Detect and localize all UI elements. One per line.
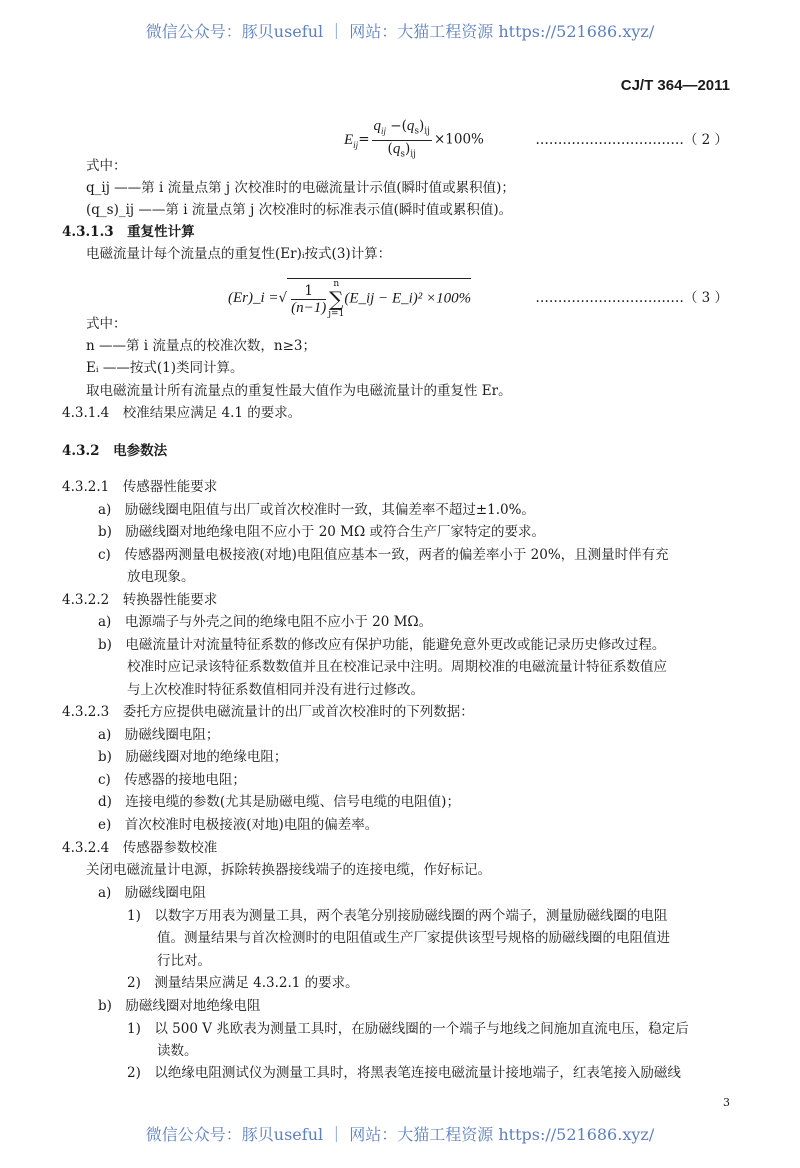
text-line: 4.3.2.1 传感器性能要求 xyxy=(62,479,218,495)
summation: n ∑ j=1 xyxy=(328,279,345,319)
sum-upper: n xyxy=(333,279,340,289)
text-line: 放电现象。 xyxy=(127,569,195,585)
text-line: b) 励磁线圈对地的绝缘电阻； xyxy=(98,749,288,765)
text-line: 4.3.1.3 重复性计算 xyxy=(62,224,195,240)
text-line: d) 连接电缆的参数(尤其是励磁电缆、信号电缆的电阻值)； xyxy=(98,794,460,810)
square-root xyxy=(287,278,471,319)
fraction-denominator: (n−1) xyxy=(291,299,327,316)
text-line: 4.3.1.4 校准结果应满足 4.1 的要求。 xyxy=(62,405,302,421)
text-line: 4.3.2.3 委托方应提供电磁流量计的出厂或首次校准时的下列数据： xyxy=(62,704,474,720)
watermark-bottom: 微信公众号：豚贝useful ｜ 网站：大猫工程资源 https://521686.xyz/ xyxy=(145,1125,655,1144)
watermark-top: 微信公众号：豚贝useful ｜ 网站：大猫工程资源 https://521686.xyz/ xyxy=(145,22,655,41)
text-line: 1) 以数字万用表为测量工具，两个表笔分别接励磁线圈的两个端子，测量励磁线圈的电阻 xyxy=(127,908,668,924)
text-line: b) 励磁线圈对地绝缘电阻 xyxy=(98,998,261,1014)
text-line: 读数。 xyxy=(157,1043,198,1059)
equation-3-lhs: (Er)_i = xyxy=(228,290,279,306)
text-line: e) 首次校准时电极接液(对地)电阻的偏差率。 xyxy=(98,817,379,833)
text-line: Eᵢ ——按式(1)类同计算。 xyxy=(86,360,244,376)
equation-3-fraction xyxy=(291,283,326,316)
text-line: (q_s)_ij ——第 i 流量点第 j 次校准时的标准表示值(瞬时值或累积值)。 xyxy=(86,202,513,218)
text-line: 关闭电磁流量计电源，拆除转换器接线端子的连接电缆，作好标记。 xyxy=(86,862,491,878)
text-line: n ——第 i 流量点的校准次数，n≥3； xyxy=(86,338,316,354)
equation-3: (Er)_i =√ $\frac{1}{(n-1)}$ n ∑ j=1(E_ij − E_i)² ×100% xyxy=(228,279,472,319)
text-line: 2) 以绝缘电阻测试仪为测量工具时，将黑表笔连接电磁流量计接地端子，红表笔接入励磁线 xyxy=(127,1065,681,1081)
text-line: q_ij ——第 i 流量点第 j 次校准时的电磁流量计示值(瞬时值或累积值)； xyxy=(86,180,515,196)
text-line: c) 传感器两测量电极接液(对地)电阻值应基本一致，两者的偏差率小于 20%，且测量时伴有充 xyxy=(98,547,669,563)
standard-code: CJ/T 364—2011 xyxy=(620,77,730,94)
text-line: 行比对。 xyxy=(157,953,211,969)
text-line: b) 励磁线圈对地绝缘电阻不应小于 20 MΩ 或符合生产厂家特定的要求。 xyxy=(98,524,545,540)
text-line: 4.3.2.2 转换器性能要求 xyxy=(62,592,218,608)
text-line: a) 励磁线圈电阻； xyxy=(98,727,220,743)
text-line: 4.3.2 电参数法 xyxy=(62,443,168,459)
equation-2-number: ……………………………（ 2 ） xyxy=(535,132,728,148)
equation-2: $E_{ij}=$ $\frac{q_{ij} -(q_s)_{ij}}{(q_s)_{ij}}$ ×100% xyxy=(344,118,484,160)
text-line: a) 励磁线圈电阻 xyxy=(98,885,206,901)
text-line: 4.3.2.4 传感器参数校准 xyxy=(62,840,218,856)
text-line: 1) 以 500 V 兆欧表为测量工具时，在励磁线圈的一个端子与地线之间施加直流电压，稳定后 xyxy=(127,1021,689,1037)
text-line: 与上次校准时特征系数值相同并没有进行过修改。 xyxy=(127,682,424,698)
text-line: 校准时应记录该特征系数数值并且在校准记录中注明。周期校准的电磁流量计特征系数值应 xyxy=(127,659,667,675)
text-line: 式中： xyxy=(86,316,127,332)
equation-3-body: (E_ij − E_i)² ×100% xyxy=(344,290,472,307)
page-number: 3 xyxy=(723,1096,730,1109)
equation-3-number: ……………………………（ 3 ） xyxy=(535,290,728,306)
text-line: 2) 测量结果应满足 4.3.2.1 的要求。 xyxy=(127,975,359,991)
text-line: 值。测量结果与首次检测时的电阻值或生产厂家提供该型号规格的励磁线圈的电阻值进 xyxy=(157,930,670,946)
text-line: a) 励磁线圈电阻值与出厂或首次校准时一致，其偏差率不超过±1.0%。 xyxy=(98,502,535,518)
text-line: 电磁流量计每个流量点的重复性(Er)ᵢ按式(3)计算： xyxy=(86,246,392,262)
text-line: b) 电磁流量计对流量特征系数的修改应有保护功能，能避免意外更改或能记录历史修改过程。 xyxy=(98,637,666,653)
text-line: a) 电源端子与外壳之间的绝缘电阻不应小于 20 MΩ。 xyxy=(98,614,433,630)
text-line: c) 传感器的接地电阻； xyxy=(98,772,246,788)
fraction-numerator: 1 xyxy=(291,283,326,300)
sum-lower: j=1 xyxy=(328,309,345,319)
text-line: 取电磁流量计所有流量点的重复性最大值作为电磁流量计的重复性 Er。 xyxy=(86,383,512,399)
text-line: 式中： xyxy=(86,158,127,174)
